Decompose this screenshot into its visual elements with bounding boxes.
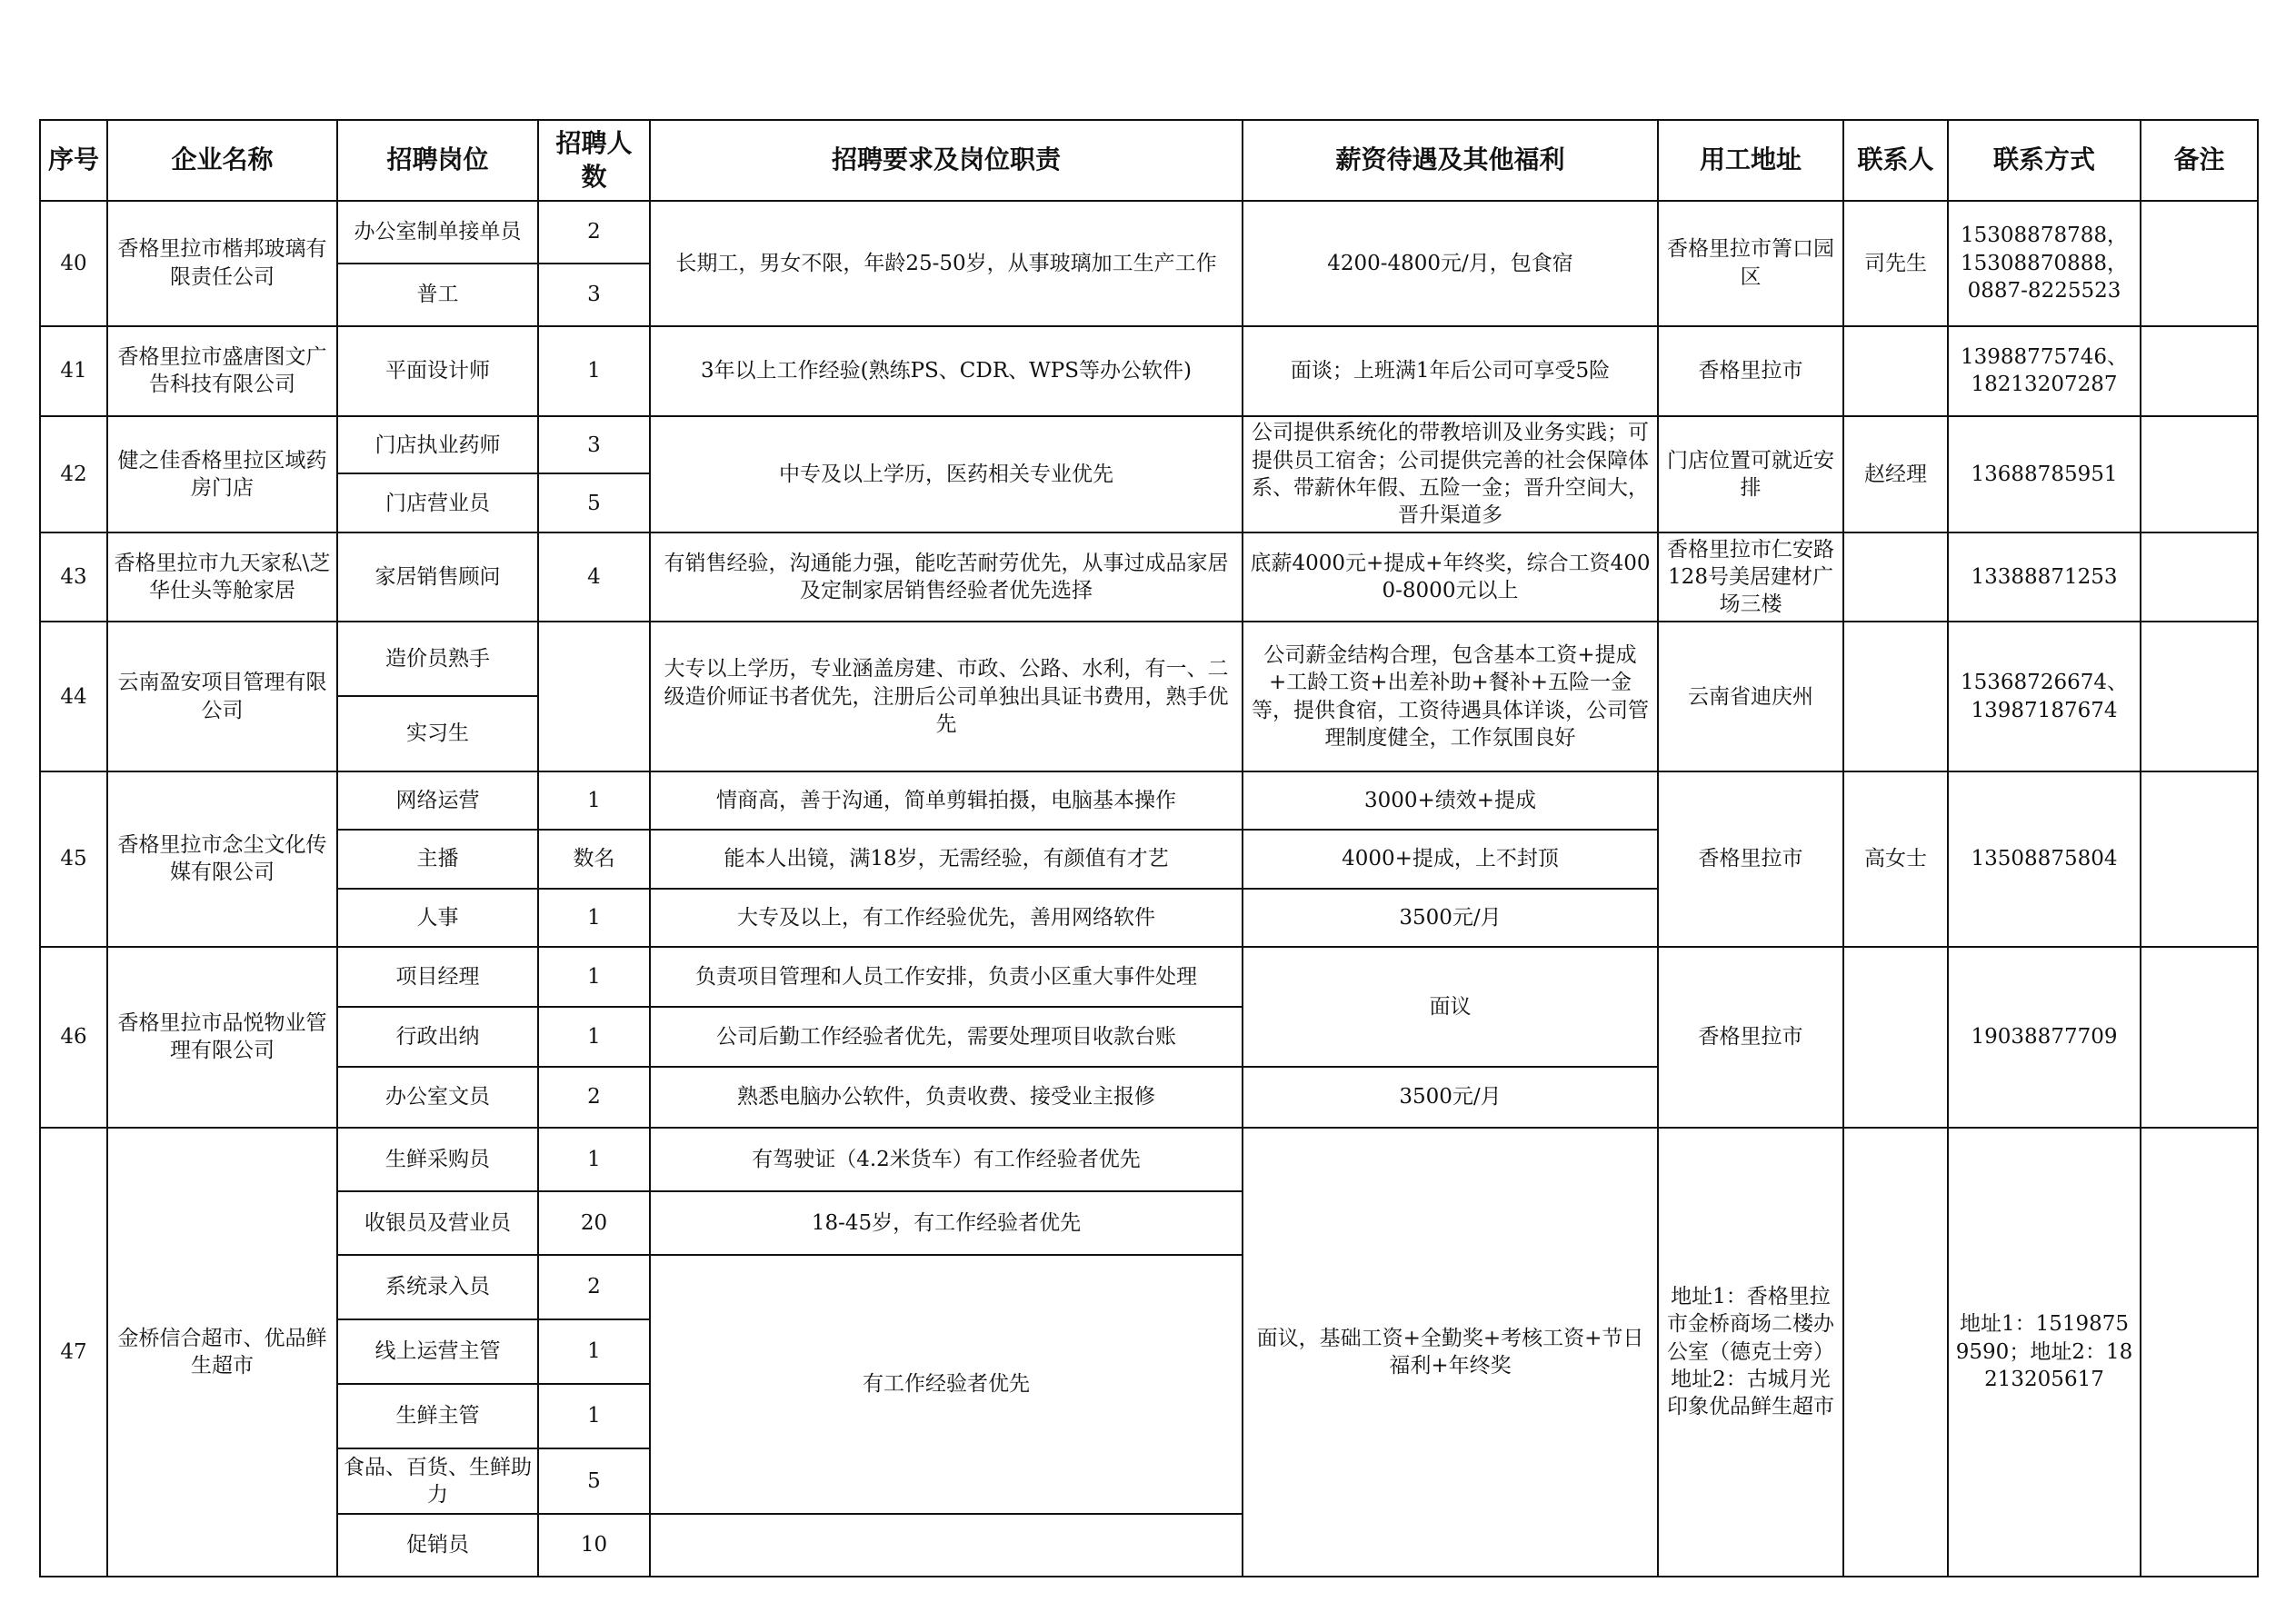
company-name: 香格里拉市楷邦玻璃有限责任公司 xyxy=(107,201,337,326)
recruitment-table xyxy=(39,119,2259,1577)
job-title: 收银员及营业员 xyxy=(337,1191,538,1255)
remark xyxy=(2141,326,2258,416)
job-count: 1 xyxy=(538,1007,650,1067)
contact-person xyxy=(1843,532,1948,622)
contact-phone: 15308878788，15308870888，0887-8225523 xyxy=(1948,201,2141,326)
company-name: 香格里拉市盛唐图文广告科技有限公司 xyxy=(107,326,337,416)
header-requirement: 招聘要求及岗位职责 xyxy=(650,120,1243,201)
job-count: 5 xyxy=(538,1448,650,1513)
remark xyxy=(2141,1128,2258,1577)
contact-person: 赵经理 xyxy=(1843,416,1948,532)
table-row xyxy=(40,771,2258,830)
job-count: 20 xyxy=(538,1191,650,1255)
row-no: 47 xyxy=(40,1128,107,1577)
work-address: 香格里拉市仁安路128号美居建材广场三楼 xyxy=(1658,532,1843,622)
job-salary: 4000+提成，上不封顶 xyxy=(1243,830,1658,888)
work-address: 云南省迪庆州 xyxy=(1658,622,1843,771)
job-salary: 面谈；上班满1年后公司可享受5险 xyxy=(1243,326,1658,416)
job-count: 1 xyxy=(538,1128,650,1191)
contact-phone: 13688785951 xyxy=(1948,416,2141,532)
job-count: 1 xyxy=(538,326,650,416)
remark xyxy=(2141,416,2258,532)
job-title: 食品、百货、生鲜助力 xyxy=(337,1448,538,1513)
row-no: 41 xyxy=(40,326,107,416)
contact-phone: 13508875804 xyxy=(1948,771,2141,947)
job-count: 1 xyxy=(538,771,650,830)
job-count: 1 xyxy=(538,1319,650,1384)
job-title: 家居销售顾问 xyxy=(337,532,538,622)
contact-phone: 15368726674、13987187674 xyxy=(1948,622,2141,771)
header-address: 用工地址 xyxy=(1658,120,1843,201)
row-no: 42 xyxy=(40,416,107,532)
job-requirement: 公司后勤工作经验者优先，需要处理项目收款台账 xyxy=(650,1007,1243,1067)
header-position: 招聘岗位 xyxy=(337,120,538,201)
work-address: 门店位置可就近安排 xyxy=(1658,416,1843,532)
job-count: 2 xyxy=(538,201,650,264)
header-company: 企业名称 xyxy=(107,120,337,201)
job-title: 系统录入员 xyxy=(337,1255,538,1318)
job-title: 生鲜主管 xyxy=(337,1384,538,1448)
contact-phone: 地址1：15198759590；地址2：18213205617 xyxy=(1948,1128,2141,1577)
contact-phone: 19038877709 xyxy=(1948,947,2141,1128)
remark xyxy=(2141,622,2258,771)
job-title: 主播 xyxy=(337,830,538,888)
contact-phone: 13388871253 xyxy=(1948,532,2141,622)
job-salary: 公司提供系统化的带教培训及业务实践；可提供员工宿舍；公司提供完善的社会保障体系、带薪休年假、五险一金；晋升空间大，晋升渠道多 xyxy=(1243,416,1658,532)
work-address: 地址1：香格里拉市金桥商场二楼办公室（德克士旁）地址2：古城月光印象优品鲜生超市 xyxy=(1658,1128,1843,1577)
job-title: 行政出纳 xyxy=(337,1007,538,1067)
contact-person: 高女士 xyxy=(1843,771,1948,947)
job-title: 网络运营 xyxy=(337,771,538,830)
job-count: 4 xyxy=(538,532,650,622)
table-row xyxy=(40,1128,2258,1191)
job-salary: 面议，基础工资+全勤奖+考核工资+节日福利+年终奖 xyxy=(1243,1128,1658,1577)
job-salary: 4200-4800元/月，包食宿 xyxy=(1243,201,1658,326)
remark xyxy=(2141,532,2258,622)
job-requirement: 中专及以上学历，医药相关专业优先 xyxy=(650,416,1243,532)
job-count: 2 xyxy=(538,1067,650,1127)
row-no: 40 xyxy=(40,201,107,326)
job-salary: 3500元/月 xyxy=(1243,889,1658,947)
job-count: 1 xyxy=(538,1384,650,1448)
job-requirement: 有工作经验者优先 xyxy=(650,1255,1243,1513)
job-salary: 3500元/月 xyxy=(1243,1067,1658,1127)
job-count: 5 xyxy=(538,473,650,532)
contact-person: 司先生 xyxy=(1843,201,1948,326)
job-count: 2 xyxy=(538,1255,650,1318)
work-address: 香格里拉市 xyxy=(1658,947,1843,1128)
job-count: 3 xyxy=(538,264,650,325)
job-count: 3 xyxy=(538,416,650,473)
job-title: 促销员 xyxy=(337,1514,538,1577)
table-row xyxy=(40,532,2258,622)
header-contact: 联系人 xyxy=(1843,120,1948,201)
job-title: 线上运营主管 xyxy=(337,1319,538,1384)
job-salary: 公司薪金结构合理，包含基本工资+提成+工龄工资+出差补助+餐补+五险一金等，提供食宿，工资待遇具体详谈，公司管理制度健全，工作氛围良好 xyxy=(1243,622,1658,771)
job-requirement: 熟悉电脑办公软件，负责收费、接受业主报修 xyxy=(650,1067,1243,1127)
job-count xyxy=(538,622,650,771)
company-name: 云南盈安项目管理有限公司 xyxy=(107,622,337,771)
contact-person xyxy=(1843,1128,1948,1577)
remark xyxy=(2141,771,2258,947)
job-title: 生鲜采购员 xyxy=(337,1128,538,1191)
company-name: 香格里拉市品悦物业管理有限公司 xyxy=(107,947,337,1128)
header-row xyxy=(40,120,2258,201)
job-requirement: 情商高，善于沟通，简单剪辑拍摄，电脑基本操作 xyxy=(650,771,1243,830)
header-count: 招聘人数 xyxy=(538,120,650,201)
header-salary: 薪资待遇及其他福利 xyxy=(1243,120,1658,201)
job-title: 实习生 xyxy=(337,696,538,771)
row-no: 46 xyxy=(40,947,107,1128)
job-title: 造价员熟手 xyxy=(337,622,538,695)
header-no: 序号 xyxy=(40,120,107,201)
job-requirement xyxy=(650,1514,1243,1577)
job-requirement: 长期工，男女不限，年龄25-50岁，从事玻璃加工生产工作 xyxy=(650,201,1243,326)
company-name: 金桥信合超市、优品鲜生超市 xyxy=(107,1128,337,1577)
job-title: 门店执业药师 xyxy=(337,416,538,473)
job-requirement: 3年以上工作经验(熟练PS、CDR、WPS等办公软件) xyxy=(650,326,1243,416)
table-row xyxy=(40,416,2258,473)
job-requirement: 18-45岁，有工作经验者优先 xyxy=(650,1191,1243,1255)
work-address: 香格里拉市 xyxy=(1658,771,1843,947)
remark xyxy=(2141,947,2258,1128)
job-requirement: 能本人出镜，满18岁，无需经验，有颜值有才艺 xyxy=(650,830,1243,888)
job-title: 人事 xyxy=(337,889,538,947)
job-count: 1 xyxy=(538,947,650,1007)
table-row xyxy=(40,947,2258,1007)
contact-person xyxy=(1843,947,1948,1128)
table-row xyxy=(40,201,2258,264)
job-requirement: 负责项目管理和人员工作安排，负责小区重大事件处理 xyxy=(650,947,1243,1007)
contact-person xyxy=(1843,622,1948,771)
job-requirement: 大专以上学历，专业涵盖房建、市政、公路、水利，有一、二级造价师证书者优先，注册后公司单独出具证书费用，熟手优先 xyxy=(650,622,1243,771)
table-row xyxy=(40,622,2258,695)
row-no: 43 xyxy=(40,532,107,622)
company-name: 香格里拉市九天家私\芝华仕头等舱家居 xyxy=(107,532,337,622)
job-count: 1 xyxy=(538,889,650,947)
job-title: 办公室文员 xyxy=(337,1067,538,1127)
job-title: 项目经理 xyxy=(337,947,538,1007)
contact-phone: 13988775746、18213207287 xyxy=(1948,326,2141,416)
job-title: 普工 xyxy=(337,264,538,325)
job-requirement: 有销售经验，沟通能力强，能吃苦耐劳优先，从事过成品家居及定制家居销售经验者优先选择 xyxy=(650,532,1243,622)
contact-person xyxy=(1843,326,1948,416)
job-salary: 3000+绩效+提成 xyxy=(1243,771,1658,830)
row-no: 45 xyxy=(40,771,107,947)
job-salary: 底薪4000元+提成+年终奖，综合工资4000-8000元以上 xyxy=(1243,532,1658,622)
job-requirement: 大专及以上，有工作经验优先，善用网络软件 xyxy=(650,889,1243,947)
job-requirement: 有驾驶证（4.2米货车）有工作经验者优先 xyxy=(650,1128,1243,1191)
job-title: 平面设计师 xyxy=(337,326,538,416)
header-remark: 备注 xyxy=(2141,120,2258,201)
job-title: 办公室制单接单员 xyxy=(337,201,538,264)
row-no: 44 xyxy=(40,622,107,771)
remark xyxy=(2141,201,2258,326)
table-row xyxy=(40,326,2258,416)
job-count: 10 xyxy=(538,1514,650,1577)
work-address: 香格里拉市箐口园区 xyxy=(1658,201,1843,326)
company-name: 健之佳香格里拉区域药房门店 xyxy=(107,416,337,532)
work-address: 香格里拉市 xyxy=(1658,326,1843,416)
job-salary: 面议 xyxy=(1243,947,1658,1068)
job-title: 门店营业员 xyxy=(337,473,538,532)
header-phone: 联系方式 xyxy=(1948,120,2141,201)
job-count: 数名 xyxy=(538,830,650,888)
company-name: 香格里拉市念尘文化传媒有限公司 xyxy=(107,771,337,947)
